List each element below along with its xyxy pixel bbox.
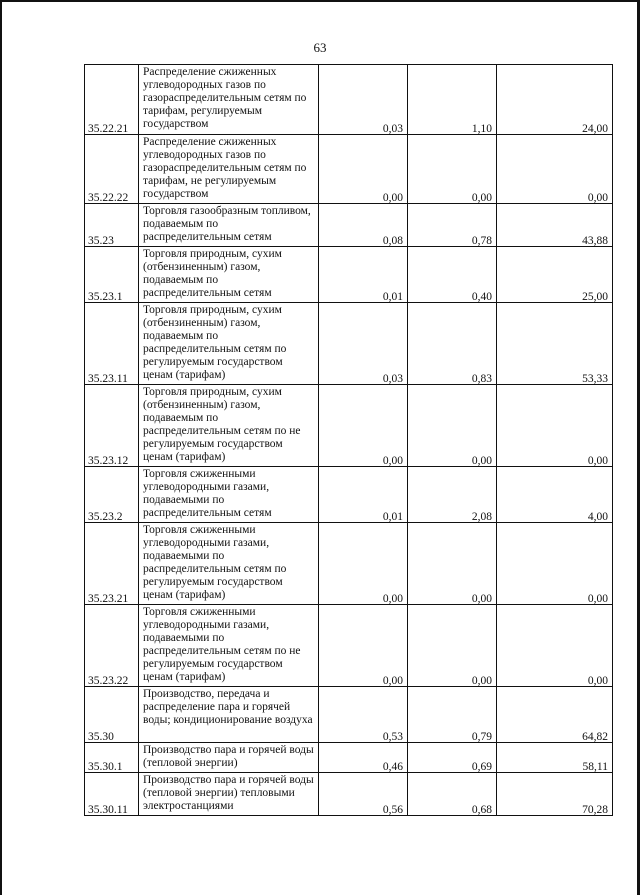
row-value-3: 43,88 xyxy=(497,204,613,247)
row-value-2: 0,69 xyxy=(408,743,497,773)
row-code: 35.23 xyxy=(85,204,139,247)
row-value-3: 24,00 xyxy=(497,65,613,135)
row-name: Торговля природным, сухим (отбензиненным) газом, подаваемым по распределительным сетям xyxy=(139,247,319,303)
row-value-3: 58,11 xyxy=(497,743,613,773)
table-row xyxy=(85,65,613,135)
row-value-3: 0,00 xyxy=(497,605,613,687)
row-name: Распределение сжиженных углеводородных газов по газораспределительным сетям по тарифам, не регулируемым государством xyxy=(139,135,319,204)
row-value-1: 0,56 xyxy=(319,773,408,816)
row-name: Торговля природным, сухим (отбензиненным) газом, подаваемым по распределительным сетям по не регулируемым государством ценам (тарифам) xyxy=(139,385,319,467)
row-value-2: 0,00 xyxy=(408,135,497,204)
row-name: Торговля сжиженными углеводородными газами, подаваемыми по распределительным сетям по не регулируемым государством ценам (тарифам) xyxy=(139,605,319,687)
row-value-2: 0,79 xyxy=(408,687,497,743)
row-name: Торговля сжиженными углеводородными газами, подаваемыми по распределительным сетям xyxy=(139,467,319,523)
table-row xyxy=(85,303,613,385)
row-value-2: 1,10 xyxy=(408,65,497,135)
row-code: 35.23.11 xyxy=(85,303,139,385)
table-row xyxy=(85,247,613,303)
table-row xyxy=(85,135,613,204)
row-code: 35.23.22 xyxy=(85,605,139,687)
row-value-1: 0,01 xyxy=(319,247,408,303)
row-value-3: 0,00 xyxy=(497,385,613,467)
row-value-1: 0,46 xyxy=(319,743,408,773)
table-row xyxy=(85,687,613,743)
row-value-3: 0,00 xyxy=(497,135,613,204)
row-value-3: 4,00 xyxy=(497,467,613,523)
row-value-2: 0,00 xyxy=(408,385,497,467)
row-code: 35.23.1 xyxy=(85,247,139,303)
table-row xyxy=(85,605,613,687)
statistics-table xyxy=(84,64,613,816)
table-row xyxy=(85,523,613,605)
row-value-1: 0,53 xyxy=(319,687,408,743)
row-name: Торговля сжиженными углеводородными газами, подаваемыми по распределительным сетям по регулируемым государством ценам (тарифам) xyxy=(139,523,319,605)
row-value-1: 0,03 xyxy=(319,65,408,135)
row-value-3: 70,28 xyxy=(497,773,613,816)
row-code: 35.23.21 xyxy=(85,523,139,605)
row-value-2: 2,08 xyxy=(408,467,497,523)
row-value-2: 0,00 xyxy=(408,605,497,687)
row-code: 35.30.1 xyxy=(85,743,139,773)
row-value-3: 64,82 xyxy=(497,687,613,743)
row-value-3: 25,00 xyxy=(497,247,613,303)
row-value-2: 0,78 xyxy=(408,204,497,247)
row-value-2: 0,83 xyxy=(408,303,497,385)
row-value-2: 0,00 xyxy=(408,523,497,605)
row-name: Торговля природным, сухим (отбензиненным) газом, подаваемым по распределительным сетям по регулируемым государством ценам (тарифам) xyxy=(139,303,319,385)
scan-border-top xyxy=(0,0,640,2)
row-value-1: 0,08 xyxy=(319,204,408,247)
row-value-1: 0,00 xyxy=(319,135,408,204)
table-row xyxy=(85,204,613,247)
row-value-1: 0,03 xyxy=(319,303,408,385)
row-code: 35.22.21 xyxy=(85,65,139,135)
scan-border-left xyxy=(0,0,2,895)
table-row xyxy=(85,385,613,467)
row-value-1: 0,00 xyxy=(319,385,408,467)
row-value-2: 0,68 xyxy=(408,773,497,816)
row-code: 35.22.22 xyxy=(85,135,139,204)
row-code: 35.23.2 xyxy=(85,467,139,523)
row-value-1: 0,00 xyxy=(319,523,408,605)
row-name: Производство, передача и распределение пара и горячей воды; кондиционирование воздуха xyxy=(139,687,319,743)
row-code: 35.23.12 xyxy=(85,385,139,467)
page-number: 63 xyxy=(313,40,327,55)
table-row xyxy=(85,773,613,816)
row-code: 35.30.11 xyxy=(85,773,139,816)
row-name: Производство пара и горячей воды (тепловой энергии) xyxy=(139,743,319,773)
row-value-3: 53,33 xyxy=(497,303,613,385)
row-value-3: 0,00 xyxy=(497,523,613,605)
row-code: 35.30 xyxy=(85,687,139,743)
row-value-1: 0,01 xyxy=(319,467,408,523)
row-name: Торговля газообразным топливом, подаваемым по распределительным сетям xyxy=(139,204,319,247)
row-value-1: 0,00 xyxy=(319,605,408,687)
table-body xyxy=(85,65,613,816)
row-name: Распределение сжиженных углеводородных газов по газораспределительным сетям по тарифам, регулируемым государством xyxy=(139,65,319,135)
row-name: Производство пара и горячей воды (тепловой энергии) тепловыми электростанциями xyxy=(139,773,319,816)
row-value-2: 0,40 xyxy=(408,247,497,303)
table-row xyxy=(85,743,613,773)
table-row xyxy=(85,467,613,523)
